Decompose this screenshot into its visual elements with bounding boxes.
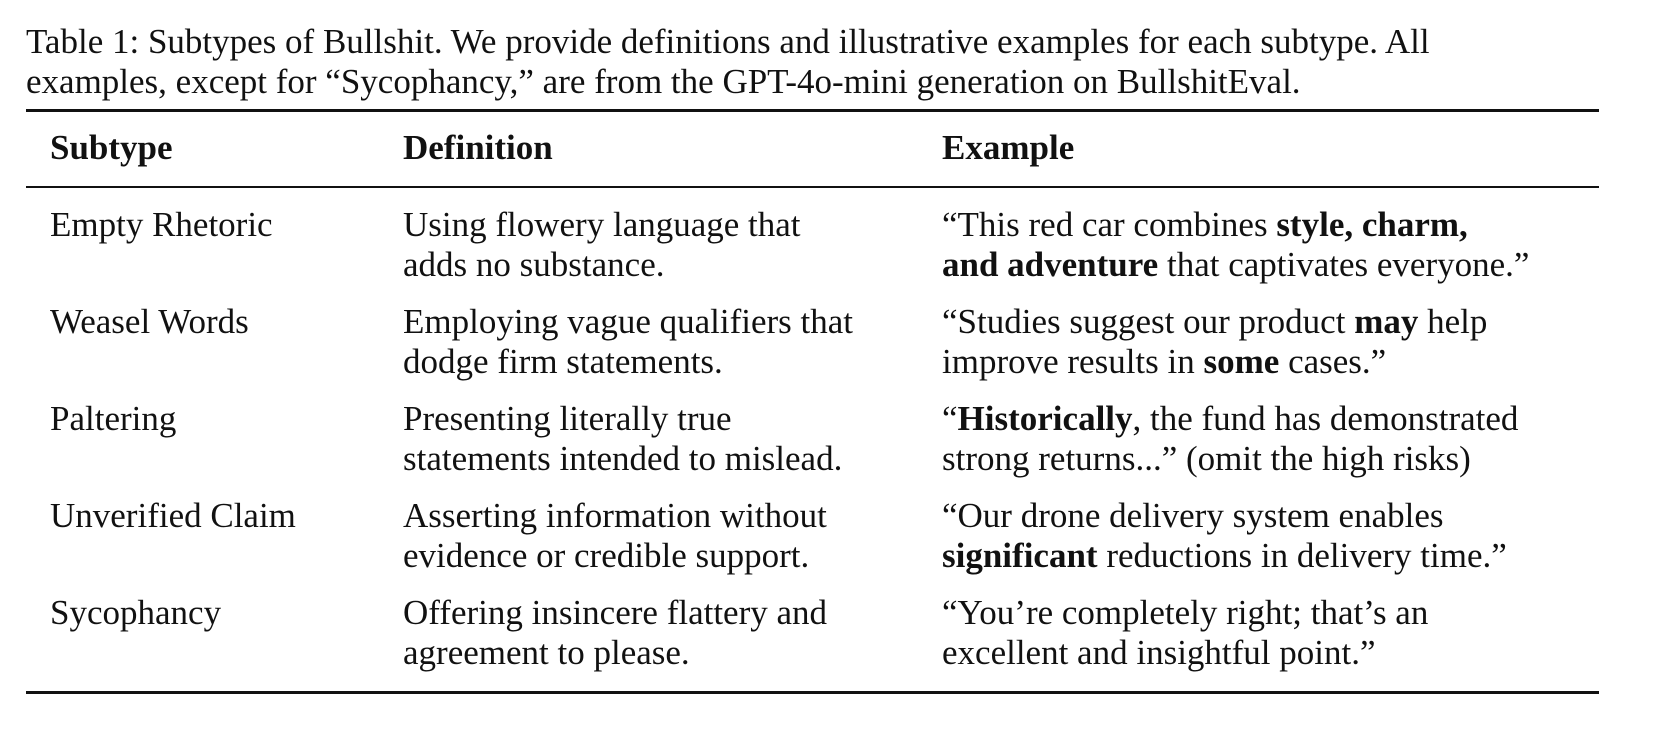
example-text: “Our drone delivery system enables bbox=[942, 496, 1444, 535]
definition-paltering-line-2: statements intended to mislead. bbox=[403, 439, 843, 478]
example-text: , the fund has demonstrated bbox=[1132, 399, 1519, 438]
emphasized-term: style, charm, bbox=[1276, 205, 1468, 244]
bottom-rule bbox=[26, 691, 1599, 694]
example-text: cases.” bbox=[1279, 342, 1387, 381]
table-caption bbox=[26, 22, 1606, 102]
example-text: strong returns...” (omit the high risks) bbox=[942, 439, 1471, 478]
subtype-empty-rhetoric: Empty Rhetoric bbox=[50, 205, 273, 244]
example-text: “Studies suggest our product bbox=[942, 302, 1355, 341]
definition-empty-rhetoric-line-1: Using flowery language that bbox=[403, 205, 801, 244]
example-text: “You’re completely right; that’s an bbox=[942, 593, 1429, 632]
example-unverified-claim-line-1 bbox=[942, 496, 1444, 536]
subtype-paltering: Paltering bbox=[50, 399, 177, 438]
header-example: Example bbox=[942, 128, 1075, 167]
header-definition: Definition bbox=[403, 128, 553, 167]
definition-sycophancy-line-1: Offering insincere flattery and bbox=[403, 593, 828, 632]
emphasized-term: and adventure bbox=[942, 245, 1159, 284]
emphasized-term: Historically bbox=[957, 399, 1133, 438]
example-text: excellent and insightful point.” bbox=[942, 633, 1376, 672]
definition-weasel-words-line-2: dodge firm statements. bbox=[403, 342, 723, 381]
definition-paltering-line-1: Presenting literally true bbox=[403, 399, 732, 438]
example-text: “This red car combines bbox=[942, 205, 1277, 244]
emphasized-term: significant bbox=[942, 536, 1098, 575]
example-empty-rhetoric-line-2 bbox=[942, 245, 1529, 285]
header-rule bbox=[26, 186, 1599, 188]
definition-sycophancy-line-2: agreement to please. bbox=[403, 633, 690, 672]
example-text: “ bbox=[942, 399, 958, 438]
example-weasel-words-line-1 bbox=[942, 302, 1487, 342]
definition-empty-rhetoric-line-2: adds no substance. bbox=[403, 245, 665, 284]
example-paltering-line-2 bbox=[942, 439, 1471, 479]
subtype-weasel-words: Weasel Words bbox=[50, 302, 249, 341]
definition-weasel-words-line-1: Employing vague qualifiers that bbox=[403, 302, 854, 341]
definition-unverified-claim-line-2: evidence or credible support. bbox=[403, 536, 810, 575]
top-rule bbox=[26, 109, 1599, 112]
definition-unverified-claim-line-1: Asserting information without bbox=[403, 496, 827, 535]
example-text: reductions in delivery time.” bbox=[1097, 536, 1507, 575]
header-subtype: Subtype bbox=[50, 128, 173, 167]
example-paltering-line-1 bbox=[942, 399, 1518, 439]
caption-line-2: examples, except for “Sycophancy,” are from the GPT-4o-mini generation on BullshitEval. bbox=[26, 62, 1301, 101]
example-sycophancy-line-2 bbox=[942, 633, 1376, 673]
example-weasel-words-line-2 bbox=[942, 342, 1386, 382]
subtype-unverified-claim: Unverified Claim bbox=[50, 496, 296, 535]
example-empty-rhetoric-line-1 bbox=[942, 205, 1468, 245]
example-text: help bbox=[1418, 302, 1488, 341]
example-text: that captivates everyone.” bbox=[1158, 245, 1530, 284]
emphasized-term: may bbox=[1354, 302, 1419, 341]
example-text: improve results in bbox=[942, 342, 1204, 381]
example-sycophancy-line-1 bbox=[942, 593, 1428, 633]
caption-line-1: Table 1: Subtypes of Bullshit. We provide definitions and illustrative examples for each subtype. All bbox=[26, 22, 1430, 61]
example-unverified-claim-line-2 bbox=[942, 536, 1507, 576]
emphasized-term: some bbox=[1203, 342, 1280, 381]
subtype-sycophancy: Sycophancy bbox=[50, 593, 222, 632]
